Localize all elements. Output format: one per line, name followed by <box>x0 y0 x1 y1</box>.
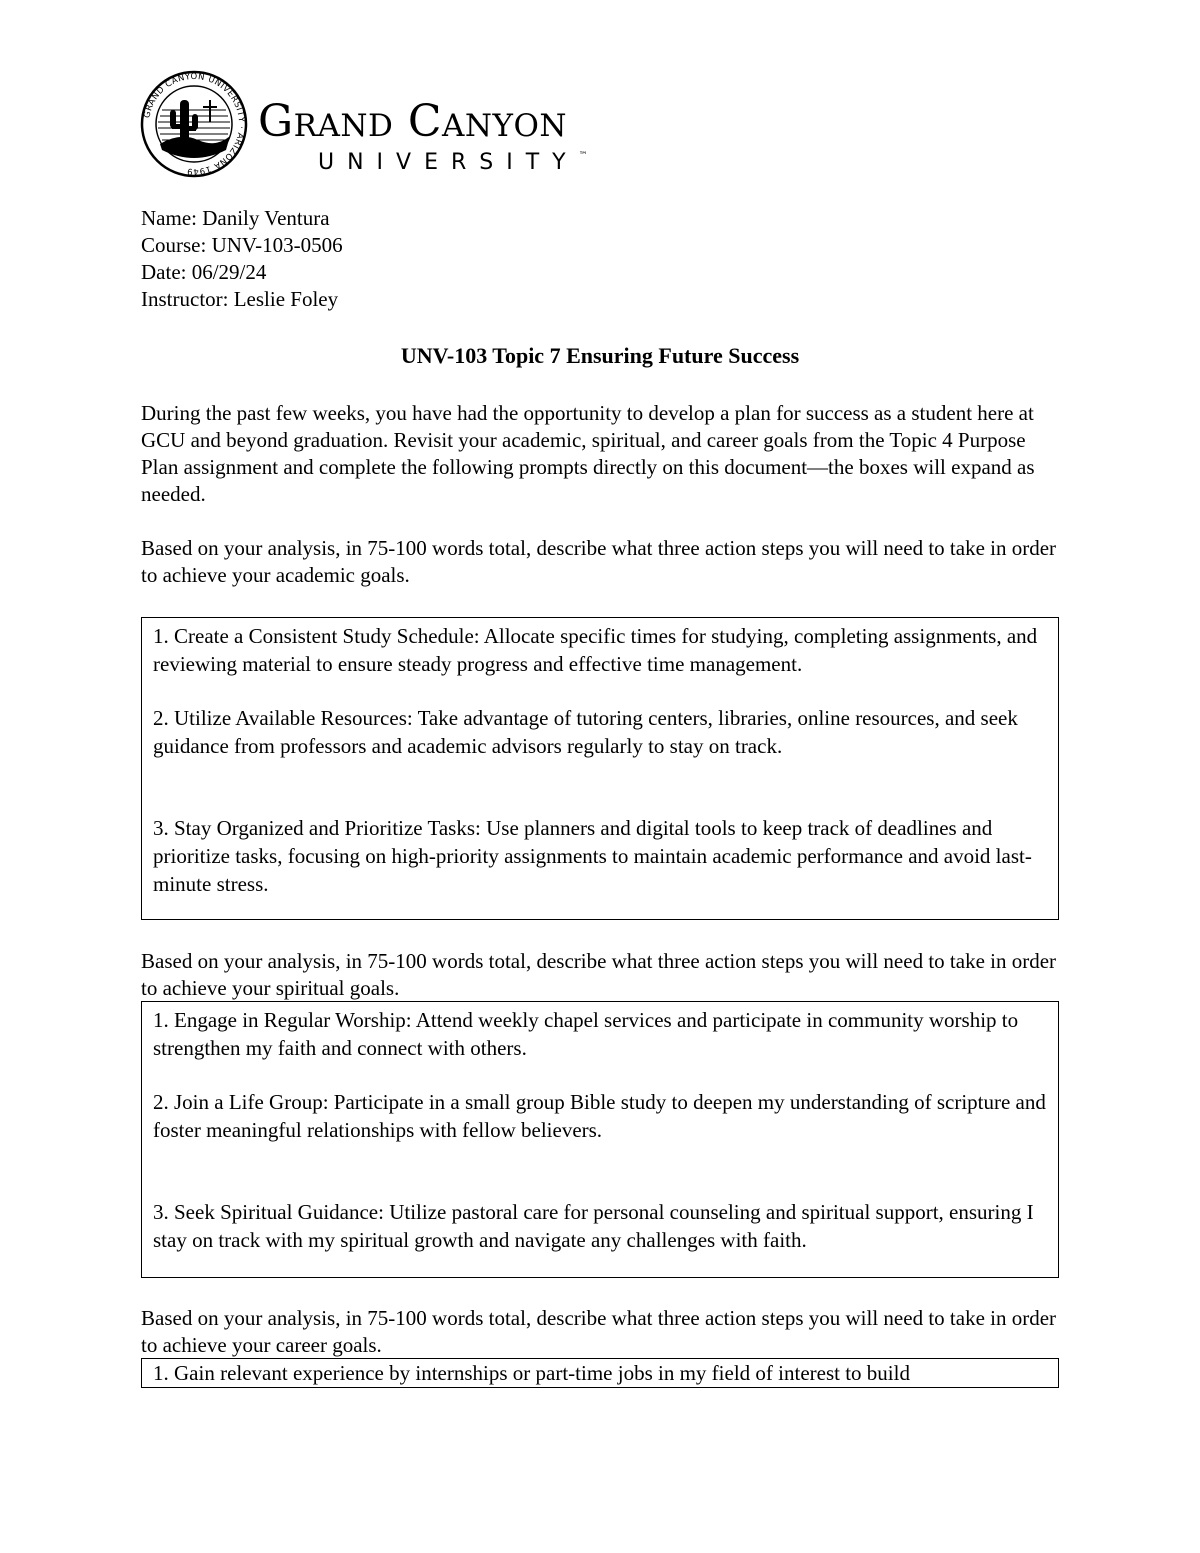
spiritual-step-1: 1. Engage in Regular Worship: Attend weekly chapel services and participate in community worship to strengthen my faith and connect with others. <box>153 1008 1019 1060</box>
academic-step-1: 1. Create a Consistent Study Schedule: Allocate specific times for studying, completing assignments, and reviewing material to ensure steady progress and effective time management. <box>153 624 1038 676</box>
university-name-line1: Grand Canyon <box>258 96 568 147</box>
course-code: Course: UNV-103-0506 <box>141 233 343 257</box>
academic-prompt: Based on your analysis, in 75-100 words total, describe what three action steps you will need to take in order to achieve your academic goals. <box>141 536 1057 587</box>
spiritual-step-2: 2. Join a Life Group: Participate in a small group Bible study to deepen my understanding of scripture and foster meaningful relationships with fellow believers. <box>153 1090 1046 1142</box>
career-prompt: Based on your analysis, in 75-100 words total, describe what three action steps you will need to take in order to achieve your career goals. <box>141 1306 1057 1357</box>
submission-date: Date: 06/29/24 <box>141 260 267 284</box>
student-name: Name: Danily Ventura <box>141 206 330 230</box>
university-name-line2: UNIVERSITY™ <box>318 150 588 175</box>
spiritual-response-box[interactable] <box>141 1001 1059 1278</box>
university-logo <box>140 70 620 180</box>
career-response-box[interactable] <box>141 1358 1059 1388</box>
academic-step-2: 2. Utilize Available Resources: Take advantage of tutoring centers, libraries, online resources, and seek guidance from professors and academic advisors regularly to stay on track. <box>153 706 1018 758</box>
academic-response-box[interactable] <box>141 617 1059 920</box>
student-info <box>141 205 343 313</box>
spiritual-step-3: 3. Seek Spiritual Guidance: Utilize pastoral care for personal counseling and spiritual support, ensuring I stay on track with my spiritual growth and navigate any challenges with faith. <box>153 1200 1034 1252</box>
document-title: UNV-103 Topic 7 Ensuring Future Success <box>400 343 800 368</box>
svg-text:GRAND CANYON UNIVERSITY · ARIZ: GRAND CANYON UNIVERSITY · ARIZONA 1949 <box>142 71 247 177</box>
intro-paragraph: During the past few weeks, you have had the opportunity to develop a plan for success as a student here at GCU and beyond graduation. Revisit your academic, spiritual, and career goals from the Topic 4 Purpose Plan assignment and complete the following prompts directly on this document—the boxes will expand as needed. <box>141 401 1035 506</box>
academic-step-3: 3. Stay Organized and Prioritize Tasks: Use planners and digital tools to keep track of deadlines and prioritize tasks, focusing on high-priority assignments to maintain academic performance and avoid last-minute stress. <box>153 816 1032 896</box>
spiritual-prompt: Based on your analysis, in 75-100 words total, describe what three action steps you will need to take in order to achieve your spiritual goals. <box>141 949 1057 1000</box>
instructor-name: Instructor: Leslie Foley <box>141 287 339 311</box>
career-step-1: 1. Gain relevant experience by internships or part-time jobs in my field of interest to build <box>153 1361 910 1385</box>
university-seal-icon <box>140 70 248 178</box>
